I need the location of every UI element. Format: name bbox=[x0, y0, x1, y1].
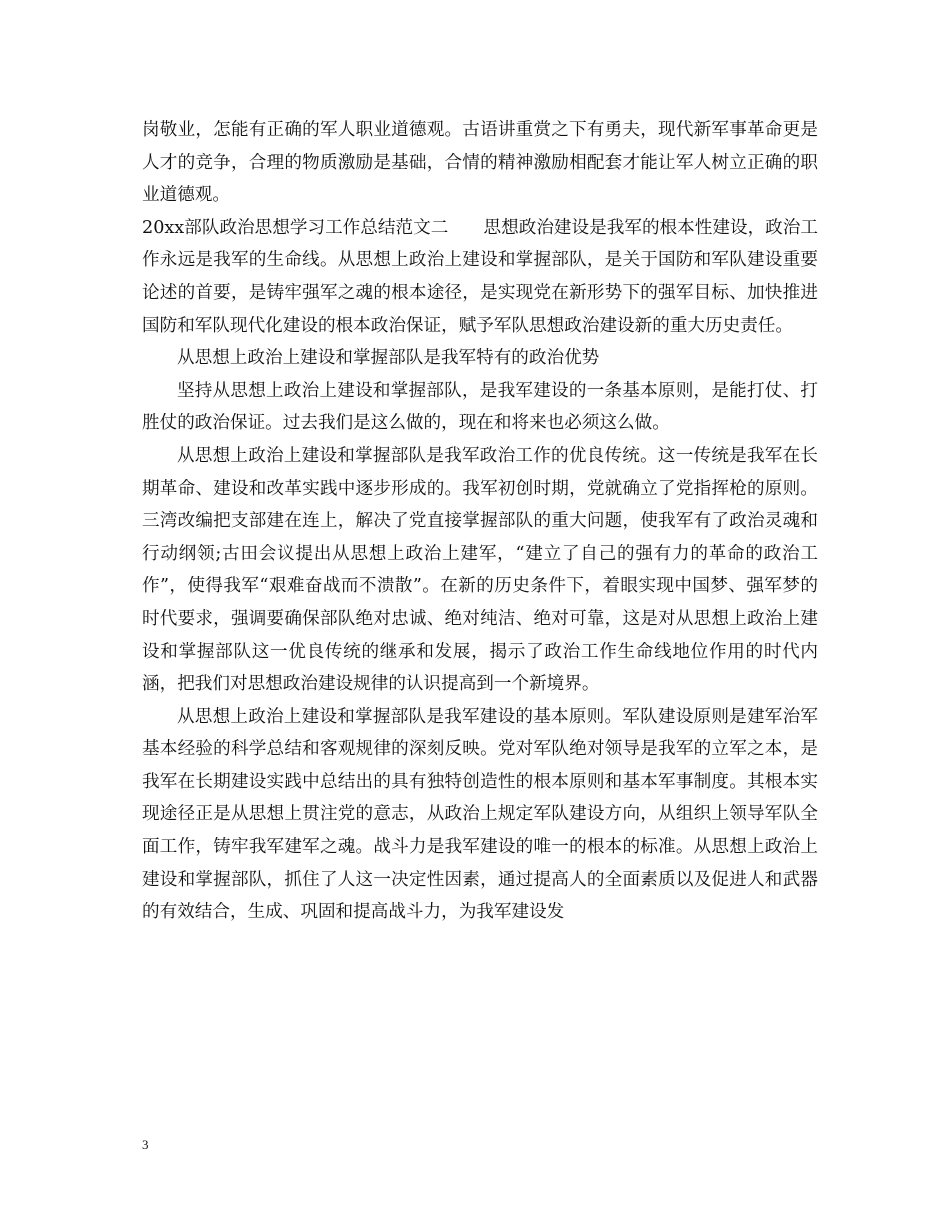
body-paragraph-4: 从思想上政治上建设和掌握部队是我军政治工作的优良传统。这一传统是我军在长期革命、建设和改革实践中逐步形成的。我军初创时期，党就确立了党指挥枪的原则。三湾改编把支部建在连上，解决了党直接掌握部队的重大问题，使我军有了政治灵魂和行动纲领;古田会议提出从思想上政治上建军，“建立了自己的强有力的革命的政治工作”，使得我军“艰难奋战而不溃散”。在新的历史条件下，着眼实现中国梦、强军梦的时代要求，强调要确保部队绝对忠诚、绝对纯洁、绝对可靠，这是对从思想上政治上建设和掌握部队这一优良传统的继承和发展，揭示了政治工作生命线地位作用的时代内涵，把我们对思想政治建设规律的认识提高到一个新境界。 bbox=[142, 445, 818, 695]
body-paragraph-1: 岗敬业，怎能有正确的军人职业道德观。古语讲重赏之下有勇夫，现代新军事革命更是人才的竞争，合理的物质激励是基础，合情的精神激励相配套才能让军人树立正确的职业道德观。 bbox=[142, 120, 818, 206]
body-paragraph-2: 20xx部队政治思想学习工作总结范文二 思想政治建设是我军的根本性建设，政治工作永远是我军的生命线。从思想上政治上建设和掌握部队，是关于国防和军队建设重要论述的首要，是铸牢强军之魂的根本途径，是实现党在新形势下的强军目标、加快推进国防和军队现代化建设的根本政治保证，赋予军队思想政治建设新的重大历史责任。 bbox=[142, 217, 818, 336]
section-heading: 从思想上政治上建设和掌握部队是我军特有的政治优势 bbox=[177, 348, 600, 369]
page-number: 3 bbox=[142, 1137, 149, 1152]
body-paragraph-3: 坚持从思想上政治上建设和掌握部队，是我军建设的一条基本原则，是能打仗、打胜仗的政治保证。过去我们是这么做的，现在和将来也必须这么做。 bbox=[142, 380, 818, 434]
body-paragraph-5: 从思想上政治上建设和掌握部队是我军建设的基本原则。军队建设原则是建军治军基本经验的科学总结和客观规律的深刻反映。党对军队绝对领导是我军的立军之本，是我军在长期建设实践中总结出的具有独特创造性的根本原则和基本军事制度。其根本实现途径正是从思想上贯注党的意志，从政治上规定军队建设方向，从组织上领导军队全面工作，铸牢我军建军之魂。战斗力是我军建设的唯一的根本的标准。从思想上政治上建设和掌握部队，抓住了人这一决定性因素，通过提高人的全面素质以及促进人和武器的有效结合，生成、巩固和提高战斗力，为我军建设发 bbox=[142, 706, 818, 923]
document-body bbox=[142, 114, 818, 929]
